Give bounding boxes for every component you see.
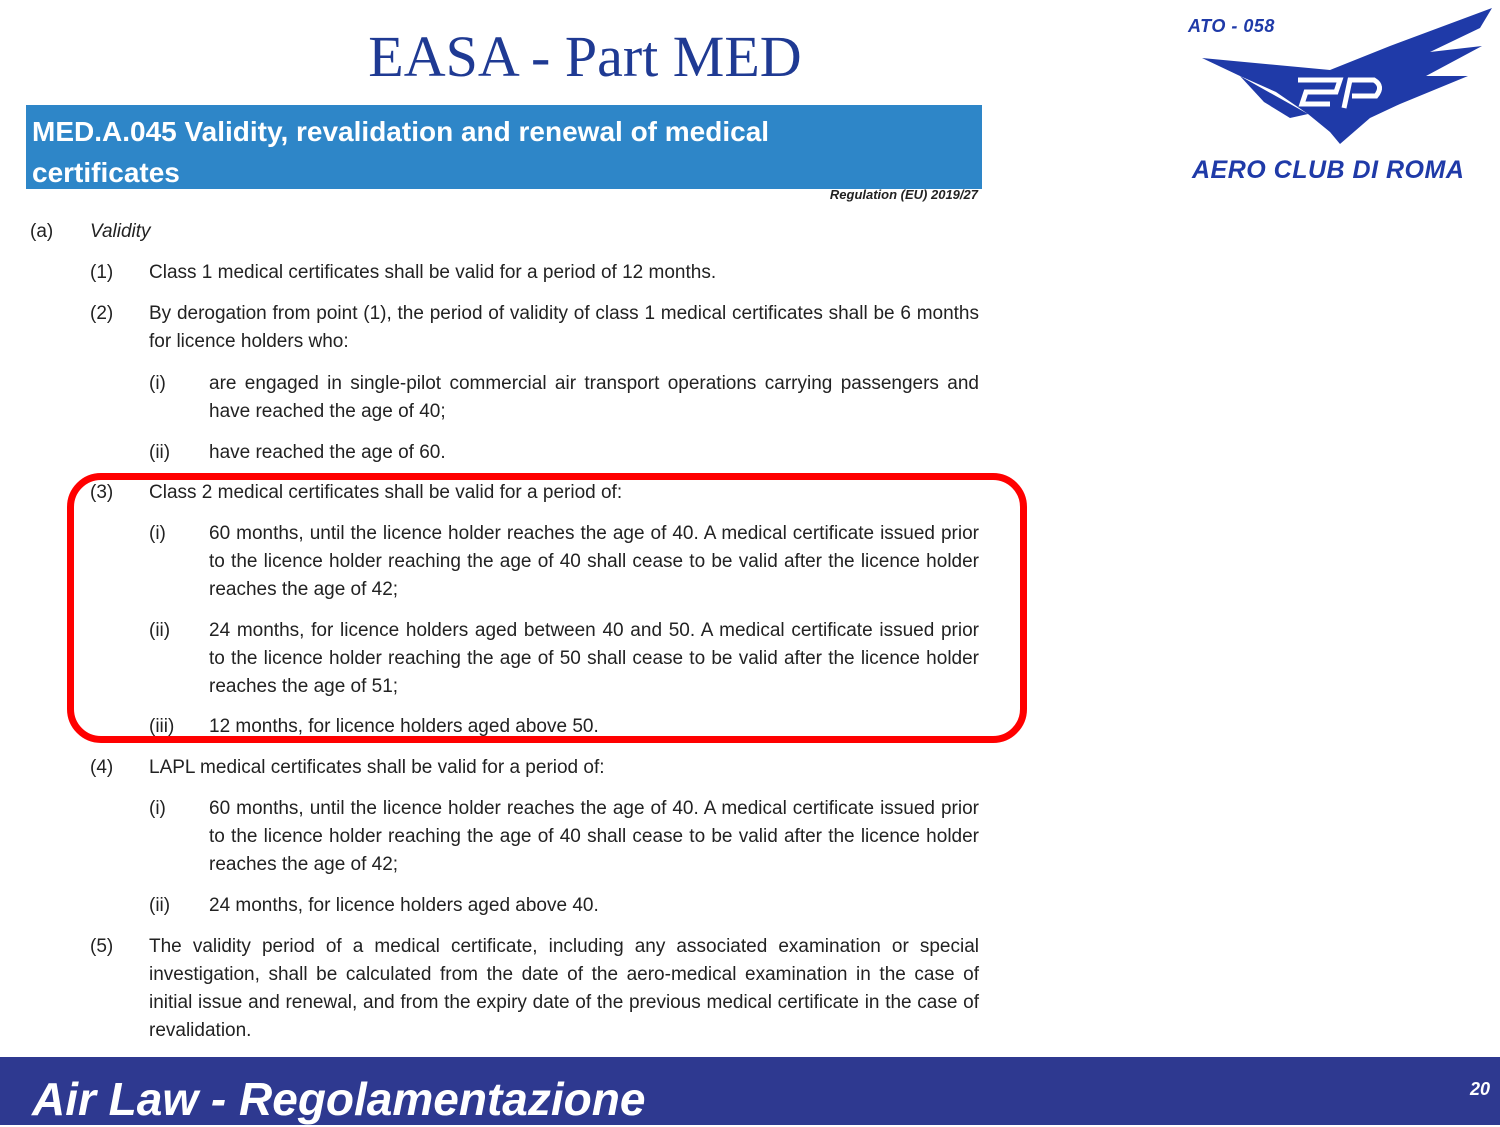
subitem-label: (i) xyxy=(149,523,166,544)
regulation-reference: Regulation (EU) 2019/27 xyxy=(829,187,978,202)
subitem-text: 24 months, for licence holders aged above 40. xyxy=(209,895,599,916)
item-label: (2) xyxy=(90,303,114,324)
item-label: (3) xyxy=(90,482,114,503)
subitem-text: have reached the age of 60. xyxy=(209,442,446,463)
subitem-label: (iii) xyxy=(149,716,175,737)
subitem-text: 12 months, for licence holders aged above 50. xyxy=(209,716,599,737)
item-text: The validity period of a medical certificate, including any associated examination or special investigation, shall be calculated from the date of the aero-medical examination in the case of initial issue and renewal, and from the expiry date of the previous medical certificate in the case of revalidation. xyxy=(149,936,979,1041)
item-label: (5) xyxy=(90,936,114,957)
subitem-text: 60 months, until the licence holder reaches the age of 40. A medical certificate issued prior to the licence holder reaching the age of 40 shall cease to be valid after the licence holder reaches the age of 42; xyxy=(209,798,979,875)
item-text: Class 2 medical certificates shall be valid for a period of: xyxy=(149,482,623,503)
subitem-text: 24 months, for licence holders aged between 40 and 50. A medical certificate issued prior to the licence holder reaching the age of 50 shall cease to be valid after the licence holder reaches the age of 51; xyxy=(209,620,979,697)
subitem-label: (i) xyxy=(149,373,166,394)
page-number: 20 xyxy=(1469,1079,1490,1099)
ato-label: ATO - 058 xyxy=(1188,16,1275,36)
item-label: (1) xyxy=(90,262,114,283)
section-title: Validity xyxy=(90,221,151,242)
subitem-text: are engaged in single-pilot commercial air transport operations carrying passengers and have reached the age of 40; xyxy=(209,373,979,422)
document-heading: MED.A.045 Validity, revalidation and renewal of medical certificates xyxy=(32,116,770,188)
aero-club-logo xyxy=(1180,6,1496,186)
footer-title: Air Law - Regolamentazione xyxy=(32,1073,646,1125)
subitem-label: (ii) xyxy=(149,895,171,916)
item-text: Class 1 medical certificates shall be valid for a period of 12 months. xyxy=(149,262,717,283)
subitem-label: (ii) xyxy=(149,620,171,641)
slide-title: EASA - Part MED xyxy=(368,24,802,89)
item-label: (4) xyxy=(90,757,114,778)
section-label: (a) xyxy=(30,221,54,242)
document-heading-banner xyxy=(26,105,982,189)
club-name: AERO CLUB DI ROMA xyxy=(1192,156,1465,184)
subitem-text: 60 months, until the licence holder reaches the age of 40. A medical certificate issued prior to the licence holder reaching the age of 40 shall cease to be valid after the licence holder reaches the age of 42; xyxy=(209,523,979,600)
item-text: LAPL medical certificates shall be valid for a period of: xyxy=(149,757,605,778)
item-text: By derogation from point (1), the period of validity of class 1 medical certificates shall be 6 months for licence holders who: xyxy=(149,303,979,352)
subitem-label: (i) xyxy=(149,798,166,819)
footer-bar xyxy=(0,1057,1500,1125)
subitem-label: (ii) xyxy=(149,442,171,463)
highlight-box xyxy=(67,473,1027,743)
